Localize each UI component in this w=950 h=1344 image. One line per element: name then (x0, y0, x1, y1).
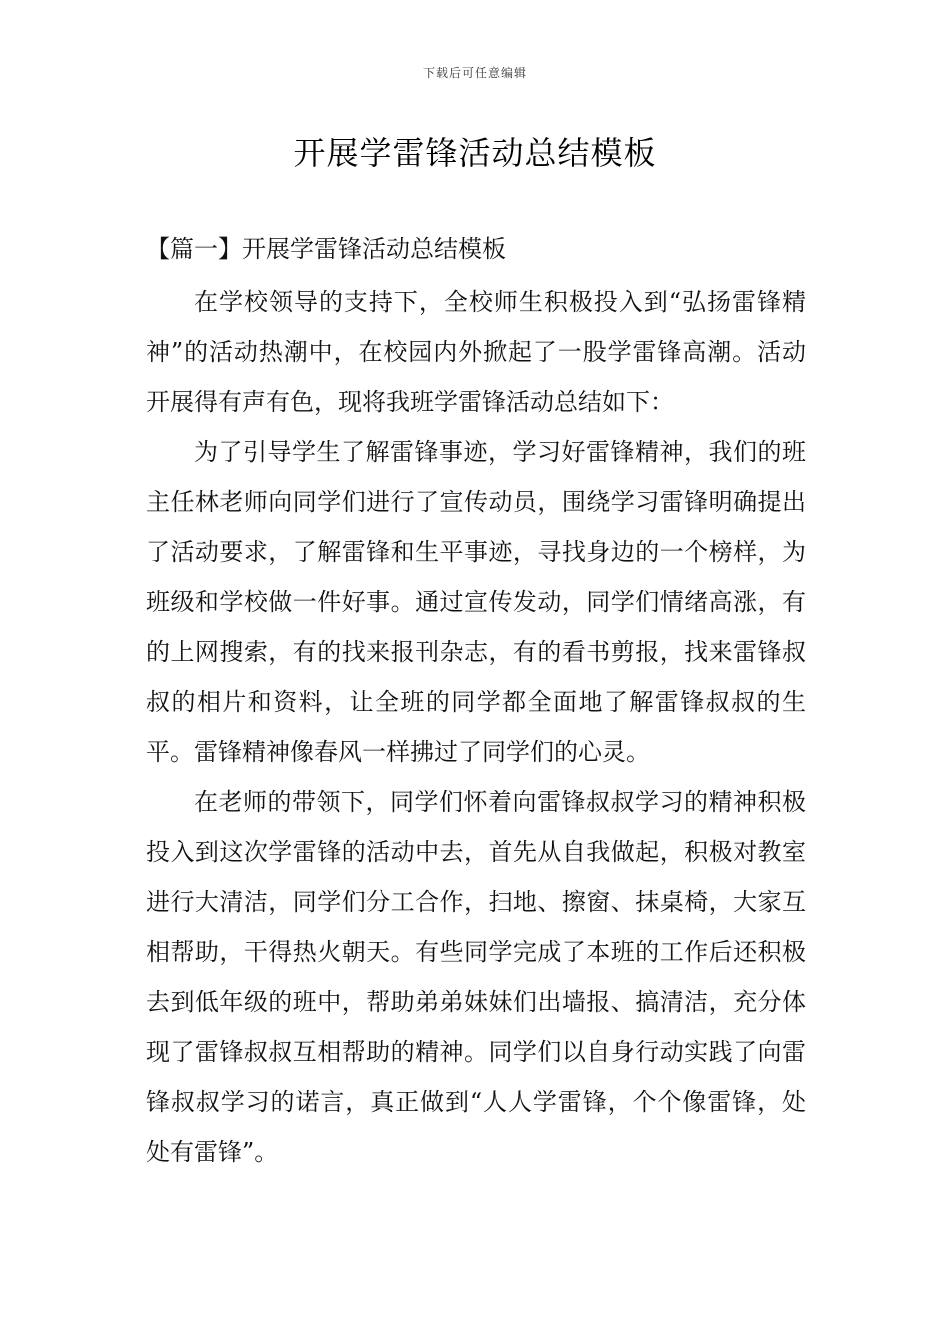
paragraph-intro: 在学校领导的支持下，全校师生积极投入到“弘扬雷锋精神”的活动热潮中，在校园内外掀起了一股学雷锋高潮。活动开展得有声有色，现将我班学雷锋活动总结如下： (146, 288, 806, 416)
paragraph-propaganda: 为了引导学生了解雷锋事迹，学习好雷锋精神，我们的班主任林老师向同学们进行了宣传动员，围绕学习雷锋明确提出了活动要求，了解雷锋和生平事迹，寻找身边的一个榜样，为班级和学校做一件好事。通过宣传发动，同学们情绪高涨，有的上网搜索，有的找来报刊杂志，有的看书剪报，找来雷锋叔叔的相片和资料，让全班的同学都全面地了解雷锋叔叔的生平。雷锋精神像春风一样拂过了同学们的心灵。 (146, 438, 806, 766)
paragraph-activities: 在老师的带领下，同学们怀着向雷锋叔叔学习的精神积极投入到这次学雷锋的活动中去，首先从自我做起，积极对教室进行大清洁，同学们分工合作，扫地、擦窗、抹桌椅，大家互相帮助，干得热火朝天。有些同学完成了本班的工作后还积极去到低年级的班中，帮助弟弟妹妹们出墙报、搞清洁，充分体现了雷锋叔叔互相帮助的精神。同学们以自身行动实践了向雷锋叔叔学习的诺言，真正做到“人人学雷锋，个个像雷锋，处处有雷锋”。 (146, 788, 806, 1166)
document-title: 开展学雷锋活动总结模板 (293, 134, 657, 172)
section-heading: 【篇一】开展学雷锋活动总结模板 (146, 235, 506, 263)
page-header-note: 下载后可任意编辑 (422, 66, 527, 80)
document-body (146, 227, 806, 1177)
